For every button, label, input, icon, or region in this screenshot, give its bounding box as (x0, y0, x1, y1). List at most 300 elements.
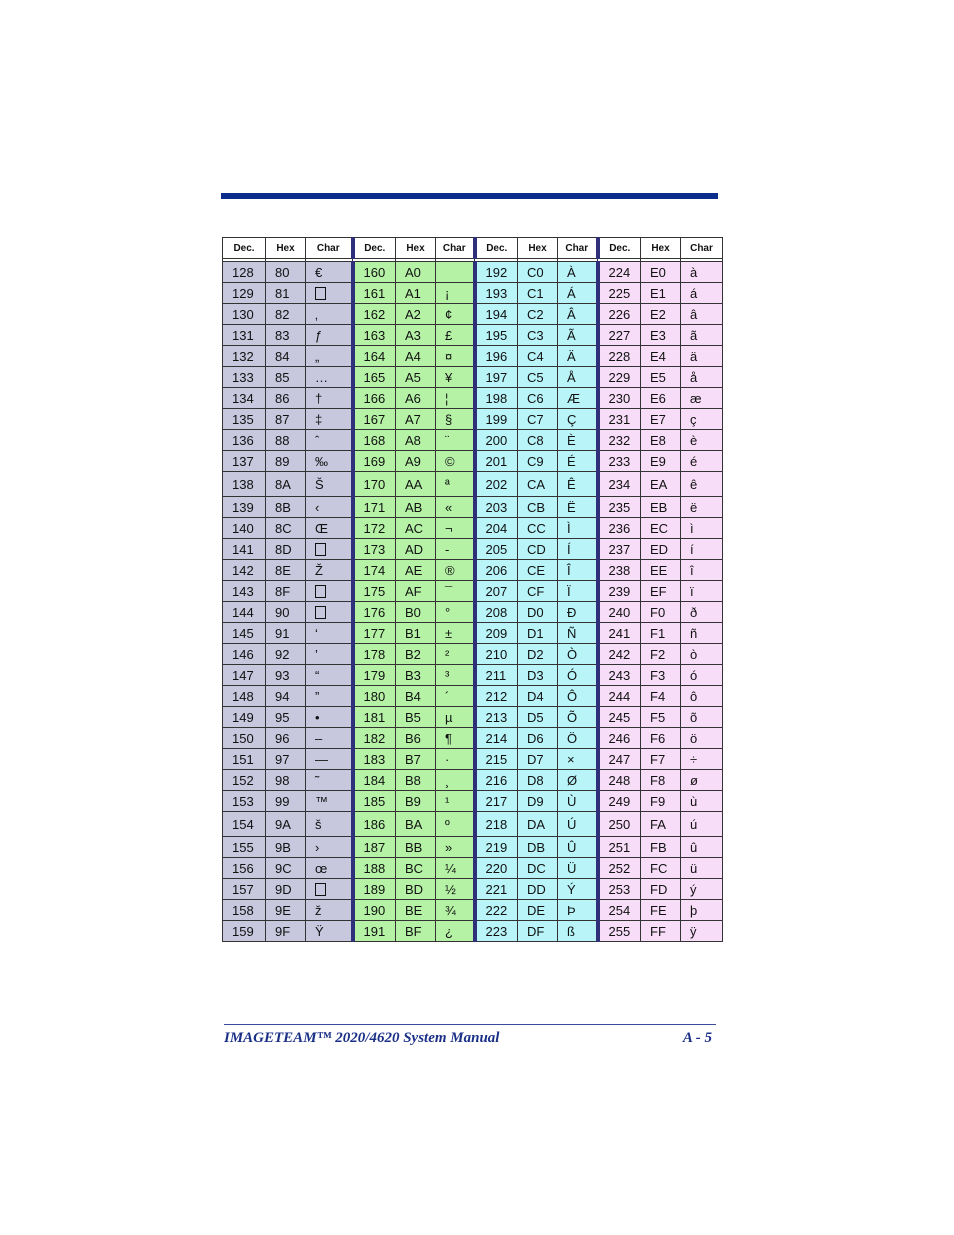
footer-rule (224, 1024, 716, 1025)
table-row (223, 409, 723, 430)
hex-cell: 9C (266, 858, 306, 879)
dec-cell: 252 (598, 858, 641, 879)
dec-cell: 169 (353, 451, 396, 472)
char-cell: Š (306, 472, 353, 497)
dec-cell: 180 (353, 686, 396, 707)
dec-cell: 211 (475, 665, 518, 686)
dec-cell: 220 (475, 858, 518, 879)
char-cell: ¶ (436, 728, 475, 749)
char-cell: ¢ (436, 304, 475, 325)
dec-cell: 165 (353, 367, 396, 388)
hex-cell: E8 (641, 430, 681, 451)
column-header: Char (558, 238, 598, 259)
hex-cell: DB (518, 837, 558, 858)
hex-cell: B3 (396, 665, 436, 686)
hex-cell: B7 (396, 749, 436, 770)
hex-cell: C6 (518, 388, 558, 409)
char-cell: ÿ (681, 921, 723, 942)
hex-cell: 87 (266, 409, 306, 430)
char-cell: ™ (306, 791, 353, 812)
hex-cell: B0 (396, 602, 436, 623)
dec-cell: 239 (598, 581, 641, 602)
char-cell: × (558, 749, 598, 770)
hex-cell: C1 (518, 283, 558, 304)
hex-cell: A9 (396, 451, 436, 472)
hex-cell: D7 (518, 749, 558, 770)
hex-cell: D8 (518, 770, 558, 791)
char-cell: Ó (558, 665, 598, 686)
dec-cell: 201 (475, 451, 518, 472)
header-rule (221, 193, 718, 199)
hex-cell: D4 (518, 686, 558, 707)
hex-cell: E2 (641, 304, 681, 325)
dec-cell: 150 (223, 728, 266, 749)
hex-cell: 84 (266, 346, 306, 367)
column-header: Char (436, 238, 475, 259)
dec-cell: 148 (223, 686, 266, 707)
dec-cell: 200 (475, 430, 518, 451)
hex-cell: F2 (641, 644, 681, 665)
table-row (223, 518, 723, 539)
dec-cell: 171 (353, 497, 396, 518)
dec-cell: 178 (353, 644, 396, 665)
hex-cell: C0 (518, 262, 558, 283)
hex-cell: EE (641, 560, 681, 581)
dec-cell: 145 (223, 623, 266, 644)
hex-cell: BD (396, 879, 436, 900)
table-row (223, 388, 723, 409)
hex-cell: FD (641, 879, 681, 900)
table-row (223, 879, 723, 900)
char-cell: µ (436, 707, 475, 728)
table-row (223, 451, 723, 472)
char-cell: Ð (558, 602, 598, 623)
hex-cell: D6 (518, 728, 558, 749)
dec-cell: 196 (475, 346, 518, 367)
table-row (223, 858, 723, 879)
char-cell: î (681, 560, 723, 581)
dec-cell: 226 (598, 304, 641, 325)
char-cell: ž (306, 900, 353, 921)
char-cell: œ (306, 858, 353, 879)
dec-cell: 213 (475, 707, 518, 728)
dec-cell: 182 (353, 728, 396, 749)
dec-cell: 143 (223, 581, 266, 602)
table-row (223, 707, 723, 728)
hex-cell: A7 (396, 409, 436, 430)
char-cell: ´ (436, 686, 475, 707)
hex-cell: AC (396, 518, 436, 539)
dec-cell: 135 (223, 409, 266, 430)
dec-cell: 222 (475, 900, 518, 921)
hex-cell: E7 (641, 409, 681, 430)
dec-cell: 199 (475, 409, 518, 430)
char-cell: ¦ (436, 388, 475, 409)
char-cell: õ (681, 707, 723, 728)
hex-cell: 9B (266, 837, 306, 858)
hex-cell: A1 (396, 283, 436, 304)
hex-cell: BC (396, 858, 436, 879)
char-cell: ƒ (306, 325, 353, 346)
dec-cell: 141 (223, 539, 266, 560)
char-cell: ¹ (436, 791, 475, 812)
char-cell: Ç (558, 409, 598, 430)
dec-cell: 192 (475, 262, 518, 283)
hex-cell: AF (396, 581, 436, 602)
char-cell: ¤ (436, 346, 475, 367)
hex-cell: F5 (641, 707, 681, 728)
char-cell: - (436, 539, 475, 560)
hex-cell: AA (396, 472, 436, 497)
dec-cell: 149 (223, 707, 266, 728)
dec-cell: 230 (598, 388, 641, 409)
dec-cell: 225 (598, 283, 641, 304)
dec-cell: 183 (353, 749, 396, 770)
dec-cell: 214 (475, 728, 518, 749)
hex-cell: DF (518, 921, 558, 942)
hex-cell: 99 (266, 791, 306, 812)
char-cell: £ (436, 325, 475, 346)
char-cell: É (558, 451, 598, 472)
dec-cell: 190 (353, 900, 396, 921)
table-row (223, 749, 723, 770)
dec-cell: 240 (598, 602, 641, 623)
hex-cell: E1 (641, 283, 681, 304)
dec-cell: 187 (353, 837, 396, 858)
dec-cell: 224 (598, 262, 641, 283)
hex-cell: E0 (641, 262, 681, 283)
char-cell: « (436, 497, 475, 518)
dec-cell: 170 (353, 472, 396, 497)
dec-cell: 155 (223, 837, 266, 858)
dec-cell: 163 (353, 325, 396, 346)
dec-cell: 231 (598, 409, 641, 430)
dec-cell: 177 (353, 623, 396, 644)
hex-cell: C7 (518, 409, 558, 430)
char-cell: ˆ (306, 430, 353, 451)
char-cell: ñ (681, 623, 723, 644)
hex-cell: A2 (396, 304, 436, 325)
char-cell: ° (436, 602, 475, 623)
dec-cell: 168 (353, 430, 396, 451)
dec-cell: 137 (223, 451, 266, 472)
table-row (223, 812, 723, 837)
char-cell: Ã (558, 325, 598, 346)
character-table-container (222, 237, 722, 942)
dec-cell: 202 (475, 472, 518, 497)
char-cell: ê (681, 472, 723, 497)
hex-cell: 9F (266, 921, 306, 942)
dec-cell: 166 (353, 388, 396, 409)
table-row (223, 686, 723, 707)
dec-cell: 228 (598, 346, 641, 367)
dec-cell: 242 (598, 644, 641, 665)
dec-cell: 193 (475, 283, 518, 304)
column-header: Dec. (353, 238, 396, 259)
hex-cell: A0 (396, 262, 436, 283)
table-row (223, 602, 723, 623)
char-cell: ó (681, 665, 723, 686)
dec-cell: 195 (475, 325, 518, 346)
char-cell: Í (558, 539, 598, 560)
dec-cell: 212 (475, 686, 518, 707)
char-cell: Ï (558, 581, 598, 602)
column-header: Hex (641, 238, 681, 259)
char-cell: ‡ (306, 409, 353, 430)
char-cell: ë (681, 497, 723, 518)
char-cell: ‹ (306, 497, 353, 518)
hex-cell: 96 (266, 728, 306, 749)
hex-cell: 81 (266, 283, 306, 304)
dec-cell: 173 (353, 539, 396, 560)
dec-cell: 216 (475, 770, 518, 791)
char-cell: ø (681, 770, 723, 791)
dec-cell: 234 (598, 472, 641, 497)
undefined-glyph-icon (315, 606, 326, 619)
dec-cell: 191 (353, 921, 396, 942)
hex-cell: 88 (266, 430, 306, 451)
column-header: Dec. (598, 238, 641, 259)
char-cell: § (436, 409, 475, 430)
dec-cell: 174 (353, 560, 396, 581)
hex-cell: F7 (641, 749, 681, 770)
char-cell: ¼ (436, 858, 475, 879)
dec-cell: 215 (475, 749, 518, 770)
char-cell: ¥ (436, 367, 475, 388)
char-cell: é (681, 451, 723, 472)
dec-cell: 142 (223, 560, 266, 581)
dec-cell: 162 (353, 304, 396, 325)
char-cell: ¡ (436, 283, 475, 304)
dec-cell: 147 (223, 665, 266, 686)
hex-cell: 92 (266, 644, 306, 665)
hex-cell: 8D (266, 539, 306, 560)
char-cell: Ì (558, 518, 598, 539)
char-cell: Ö (558, 728, 598, 749)
table-header-row (223, 238, 723, 259)
hex-cell: 86 (266, 388, 306, 409)
char-cell: Ñ (558, 623, 598, 644)
char-cell: ¯ (436, 581, 475, 602)
char-cell: · (436, 749, 475, 770)
char-cell: ” (306, 686, 353, 707)
hex-cell: FE (641, 900, 681, 921)
table-row (223, 325, 723, 346)
column-header: Char (681, 238, 723, 259)
dec-cell: 254 (598, 900, 641, 921)
table-row (223, 581, 723, 602)
dec-cell: 251 (598, 837, 641, 858)
hex-cell: C5 (518, 367, 558, 388)
undefined-char-box (306, 283, 353, 304)
hex-cell: CF (518, 581, 558, 602)
dec-cell: 176 (353, 602, 396, 623)
char-cell: „ (306, 346, 353, 367)
dec-cell: 160 (353, 262, 396, 283)
hex-cell: C8 (518, 430, 558, 451)
hex-cell: FA (641, 812, 681, 837)
hex-cell: B1 (396, 623, 436, 644)
dec-cell: 158 (223, 900, 266, 921)
hex-cell: F1 (641, 623, 681, 644)
char-cell: Ä (558, 346, 598, 367)
char-cell: ’ (306, 644, 353, 665)
dec-cell: 232 (598, 430, 641, 451)
hex-cell: EF (641, 581, 681, 602)
char-cell: Ú (558, 812, 598, 837)
table-row (223, 644, 723, 665)
dec-cell: 244 (598, 686, 641, 707)
table-row (223, 791, 723, 812)
dec-cell: 181 (353, 707, 396, 728)
char-cell: ä (681, 346, 723, 367)
hex-cell: ED (641, 539, 681, 560)
table-row (223, 304, 723, 325)
hex-cell: A5 (396, 367, 436, 388)
hex-cell: DE (518, 900, 558, 921)
hex-cell: A6 (396, 388, 436, 409)
undefined-glyph-icon (315, 585, 326, 598)
hex-cell: CC (518, 518, 558, 539)
hex-cell: 93 (266, 665, 306, 686)
dec-cell: 217 (475, 791, 518, 812)
hex-cell: 80 (266, 262, 306, 283)
footer-title: IMAGETEAM™ 2020/4620 System Manual (224, 1030, 500, 1046)
hex-cell: FC (641, 858, 681, 879)
hex-cell: B2 (396, 644, 436, 665)
char-cell: Ô (558, 686, 598, 707)
dec-cell: 194 (475, 304, 518, 325)
character-code-table (222, 237, 723, 942)
hex-cell: A3 (396, 325, 436, 346)
dec-cell: 156 (223, 858, 266, 879)
undefined-glyph-icon (315, 287, 326, 300)
dec-cell: 237 (598, 539, 641, 560)
hex-cell: 97 (266, 749, 306, 770)
dec-cell: 186 (353, 812, 396, 837)
hex-cell: EB (641, 497, 681, 518)
table-row (223, 430, 723, 451)
char-cell: ì (681, 518, 723, 539)
table-body (223, 259, 723, 942)
hex-cell: EA (641, 472, 681, 497)
undefined-glyph-icon (315, 543, 326, 556)
hex-cell: D2 (518, 644, 558, 665)
table-row (223, 921, 723, 942)
char-cell: ³ (436, 665, 475, 686)
hex-cell: B9 (396, 791, 436, 812)
table-row (223, 539, 723, 560)
dec-cell: 133 (223, 367, 266, 388)
dec-cell: 198 (475, 388, 518, 409)
table-row (223, 623, 723, 644)
char-cell: € (306, 262, 353, 283)
char-cell: ¬ (436, 518, 475, 539)
hex-cell: CD (518, 539, 558, 560)
dec-cell: 229 (598, 367, 641, 388)
hex-cell: E9 (641, 451, 681, 472)
dec-cell: 157 (223, 879, 266, 900)
hex-cell: 8C (266, 518, 306, 539)
hex-cell: B5 (396, 707, 436, 728)
char-cell: ö (681, 728, 723, 749)
hex-cell: C3 (518, 325, 558, 346)
hex-cell: DC (518, 858, 558, 879)
char-cell: ˜ (306, 770, 353, 791)
char-cell: Û (558, 837, 598, 858)
dec-cell: 153 (223, 791, 266, 812)
char-cell: à (681, 262, 723, 283)
dec-cell: 172 (353, 518, 396, 539)
char-cell: ‰ (306, 451, 353, 472)
char-cell: ¸ (436, 770, 475, 791)
hex-cell: F4 (641, 686, 681, 707)
hex-cell: C4 (518, 346, 558, 367)
hex-cell: CA (518, 472, 558, 497)
dec-cell: 253 (598, 879, 641, 900)
char-cell: ‚ (306, 304, 353, 325)
char-cell: Å (558, 367, 598, 388)
char-cell: Ý (558, 879, 598, 900)
hex-cell: D5 (518, 707, 558, 728)
char-cell: ð (681, 602, 723, 623)
char-cell: º (436, 812, 475, 837)
hex-cell: D1 (518, 623, 558, 644)
hex-cell: CE (518, 560, 558, 581)
char-cell: Ù (558, 791, 598, 812)
char-cell: – (306, 728, 353, 749)
dec-cell: 204 (475, 518, 518, 539)
char-cell: å (681, 367, 723, 388)
dec-cell: 159 (223, 921, 266, 942)
column-header: Hex (266, 238, 306, 259)
dec-cell: 184 (353, 770, 396, 791)
char-cell: Ê (558, 472, 598, 497)
char-cell: … (306, 367, 353, 388)
dec-cell: 206 (475, 560, 518, 581)
char-cell: Ø (558, 770, 598, 791)
dec-cell: 248 (598, 770, 641, 791)
char-cell (436, 262, 475, 283)
dec-cell: 245 (598, 707, 641, 728)
hex-cell: E4 (641, 346, 681, 367)
dec-cell: 139 (223, 497, 266, 518)
char-cell: ÷ (681, 749, 723, 770)
dec-cell: 144 (223, 602, 266, 623)
dec-cell: 250 (598, 812, 641, 837)
char-cell: ± (436, 623, 475, 644)
hex-cell: D9 (518, 791, 558, 812)
table-row (223, 367, 723, 388)
char-cell: Õ (558, 707, 598, 728)
hex-cell: D0 (518, 602, 558, 623)
undefined-char-box (306, 879, 353, 900)
char-cell: ¨ (436, 430, 475, 451)
hex-cell: FF (641, 921, 681, 942)
dec-cell: 238 (598, 560, 641, 581)
hex-cell: F3 (641, 665, 681, 686)
hex-cell: BF (396, 921, 436, 942)
hex-cell: F0 (641, 602, 681, 623)
char-cell: í (681, 539, 723, 560)
table-row (223, 560, 723, 581)
char-cell: Æ (558, 388, 598, 409)
dec-cell: 154 (223, 812, 266, 837)
dec-cell: 151 (223, 749, 266, 770)
char-cell: À (558, 262, 598, 283)
hex-cell: B8 (396, 770, 436, 791)
table-row (223, 472, 723, 497)
